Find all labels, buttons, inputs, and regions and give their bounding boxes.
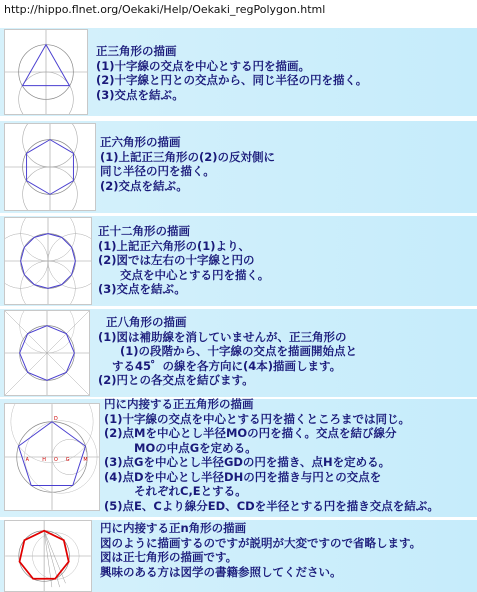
svg-text:H: H <box>42 456 46 463</box>
section-dodecagon <box>0 216 477 306</box>
hexagon-step-2: 同じ半径の円を描く。 <box>100 164 215 178</box>
ngon-line-1: 図のように描画するのですが説明が大変ですので省略します。 <box>100 535 422 550</box>
dodecagon-step-1: (1)上記正六角形の(1)より、 <box>98 238 251 253</box>
pentagon-step-4b: それぞれC,Eとする。 <box>134 484 247 498</box>
section-pentagon <box>0 399 477 517</box>
section-triangle <box>0 28 477 116</box>
pentagon-step-5: (5)点E、Cより線分ED、CDを半径とする円を描き交点を結ぶ。 <box>104 498 439 513</box>
svg-text:M: M <box>83 456 88 463</box>
pentagon-figure <box>4 403 100 511</box>
octagon-figure <box>4 310 90 396</box>
dodecagon-title: 正十二角形の描画 <box>98 224 190 238</box>
pentagon-step-2b: MOの中点Gを定める。 <box>134 440 257 455</box>
octagon-title: 正八角形の描画 <box>106 315 187 329</box>
octagon-step-2: (2)円との各交点を結びます。 <box>98 373 254 387</box>
dodecagon-figure <box>4 217 92 305</box>
octagon-step-1b: (1)の段階から、十字線の交点を描画開始点と <box>120 344 358 358</box>
section-octagon <box>0 309 477 397</box>
pentagon-step-3: (3)点Gを中心とし半径GDの円を描き、点Hを定める。 <box>104 455 391 469</box>
dodecagon-step-3: (3)交点を結ぶ。 <box>98 282 186 296</box>
hexagon-figure <box>4 123 96 211</box>
triangle-title: 正三角形の描画 <box>96 44 177 58</box>
pentagon-title: 円に内接する正五角形の描画 <box>104 397 254 411</box>
svg-text:D: D <box>53 415 58 422</box>
hexagon-step-1: (1)上記正三角形の(2)の反対側に <box>100 149 276 164</box>
hexagon-step-3: (2)交点を結ぶ。 <box>100 178 188 193</box>
svg-text:G: G <box>65 456 70 463</box>
page-url: http://hippo.flnet.org/Oekaki/Help/Oekaki_regPolygon.html <box>4 3 326 16</box>
pentagon-step-1: (1)十字線の交点を中心とする円を描くところまでは同じ。 <box>104 411 411 426</box>
pentagon-step-2: (2)点Mを中心とし半径MOの円を描く。交点を結び線分 <box>104 426 397 440</box>
ngon-line-2: 図は正七角形の描画です。 <box>100 550 238 564</box>
section-hexagon <box>0 121 477 213</box>
hexagon-title: 正六角形の描画 <box>100 135 181 149</box>
heptagon-figure <box>4 520 92 592</box>
triangle-step-3: (3)交点を結ぶ。 <box>96 87 184 102</box>
triangle-figure <box>4 29 88 115</box>
triangle-step-1: (1)十字線の交点を中心とする円を描画。 <box>96 58 311 73</box>
octagon-step-1: (1)図は補助線を消していませんが、正三角形の <box>98 329 347 344</box>
ngon-title: 円に内接する正n角形の描画 <box>100 521 247 535</box>
octagon-step-1c: する45゜の線を各方向に(4本)描画します。 <box>112 358 342 373</box>
dodecagon-step-2: (2)図では左右の十字線と円の <box>98 253 255 267</box>
svg-text:A: A <box>25 456 29 463</box>
pentagon-step-4: (4)点Dを中心とし半径DHの円を描き与円との交点を <box>104 469 382 484</box>
svg-text:O: O <box>53 456 58 463</box>
ngon-line-3: 興味のある方は図学の書籍参照してください。 <box>100 564 342 579</box>
triangle-step-2: (2)十字線と円との交点から、同じ半径の円を描く。 <box>96 73 368 87</box>
dodecagon-step-2b: 交点を中心とする円を描く。 <box>120 267 270 282</box>
section-ngon <box>0 520 477 592</box>
